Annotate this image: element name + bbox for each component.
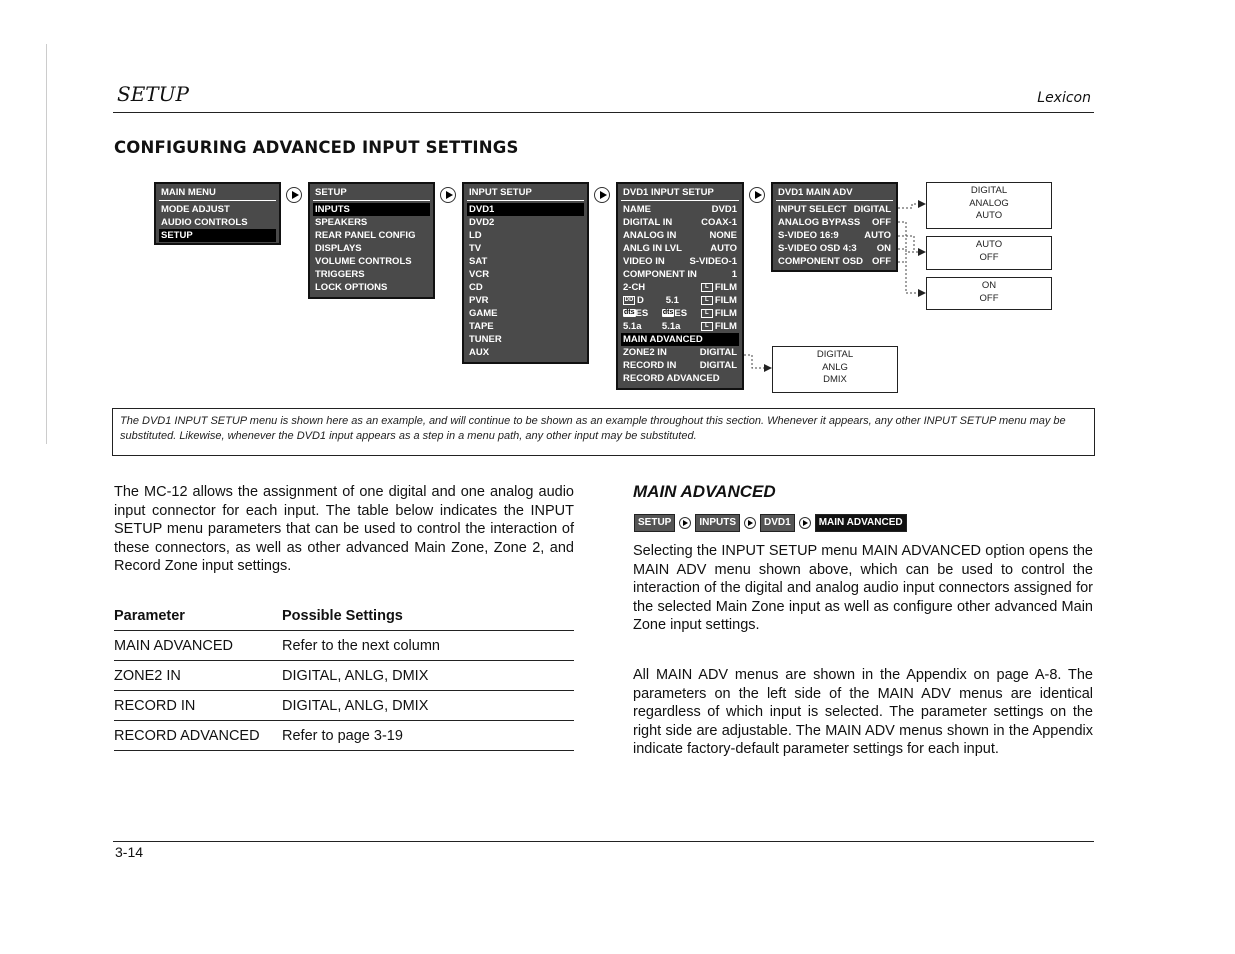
param-value: AUTO [864, 230, 891, 241]
menu-item-setup[interactable]: SETUP [159, 229, 276, 242]
param-dolby-digital-mode[interactable] [621, 294, 739, 307]
dolby-digital-logo-icon: DD [624, 296, 634, 303]
menu-item-cd[interactable]: CD [469, 282, 483, 293]
param-zone2-in[interactable] [621, 346, 739, 359]
param-value: FILM [714, 308, 737, 319]
param-label: 5.1a [623, 321, 642, 332]
menu-item-vcr[interactable]: VCR [469, 269, 490, 280]
param-2ch-mode[interactable] [621, 281, 739, 294]
param-name[interactable] [621, 203, 739, 216]
param-label: MAIN ADVANCED [623, 334, 703, 345]
options-svideo [926, 236, 1052, 270]
param-label: VIDEO IN [623, 256, 665, 267]
header-divider [113, 112, 1094, 113]
param-value: COAX-1 [701, 217, 737, 228]
menu-item-tuner[interactable]: TUNER [469, 334, 502, 345]
param-label: ES [635, 308, 649, 319]
param-svideo-osd-43[interactable] [776, 242, 893, 255]
param-input-select[interactable] [776, 203, 893, 216]
option-value: DIGITAL [970, 185, 1008, 196]
menu-item-aux[interactable]: AUX [469, 347, 490, 358]
menu-title: SETUP [313, 186, 430, 201]
param-component-osd[interactable] [776, 255, 893, 268]
arrow-right-icon [749, 187, 765, 203]
param-value: 1 [731, 269, 737, 280]
param-record-in[interactable] [621, 359, 739, 372]
input-setup-menu-panel [462, 182, 589, 364]
options-osd [926, 277, 1052, 310]
param-digital-in[interactable] [621, 216, 739, 229]
menu-title: INPUT SETUP [467, 186, 584, 201]
path-step-dvd1: DVD1 [760, 514, 795, 532]
options-zone2-record [772, 346, 898, 393]
option-value: ANALOG [969, 197, 1009, 209]
dts-logo-icon: dts [624, 309, 635, 317]
param-anlg-in-lvl[interactable] [621, 242, 739, 255]
param-mid: 5.1a [661, 321, 681, 332]
table-cell: RECORD IN [114, 691, 282, 721]
param-label: S-VIDEO OSD 4:3 [778, 243, 857, 254]
table-cell: MAIN ADVANCED [114, 631, 282, 661]
margin-rule [46, 44, 47, 444]
param-mid: ES [674, 308, 688, 319]
menu-item-pvr[interactable]: PVR [469, 295, 489, 306]
param-label: ZONE2 IN [623, 347, 667, 358]
table-row [114, 661, 574, 691]
main-advanced-paragraph-2: All MAIN ADV menus are shown in the Appendix on page A-8. The parameters on the left side of the MAIN ADV menus are identical regardless of which input is selected. The parameter settings on the right side are adjustable. The MAIN ADV menus shown in the Appendix indicate factory-default parameter settings for each input. [633, 667, 1093, 758]
param-label: RECORD ADVANCED [623, 373, 720, 384]
menu-item-dvd1[interactable]: DVD1 [467, 203, 584, 216]
menu-item-inputs[interactable]: INPUTS [313, 203, 430, 216]
menu-item-ld[interactable]: LD [469, 230, 482, 241]
param-label: S-VIDEO 16:9 [778, 230, 839, 241]
param-dts-es-mode[interactable] [621, 307, 739, 320]
table-row [114, 721, 574, 751]
menu-item-lock-options[interactable]: LOCK OPTIONS [315, 282, 388, 293]
param-label: ANALOG BYPASS [778, 217, 861, 228]
menu-item-game[interactable]: GAME [469, 308, 498, 319]
menu-item-volume-controls[interactable]: VOLUME CONTROLS [315, 256, 412, 267]
param-analog-bypass[interactable] [776, 216, 893, 229]
param-value: DIGITAL [699, 360, 737, 371]
param-record-advanced[interactable] [621, 372, 739, 385]
arrow-right-icon [679, 517, 691, 529]
param-label: NAME [623, 204, 651, 215]
table-cell: Refer to page 3-19 [282, 721, 574, 751]
param-label: COMPONENT OSD [778, 256, 863, 267]
arrow-right-icon [440, 187, 456, 203]
param-video-in[interactable] [621, 255, 739, 268]
menu-item-sat[interactable]: SAT [469, 256, 488, 267]
menu-item-tv[interactable]: TV [469, 243, 482, 254]
table-row [114, 691, 574, 721]
menu-item-displays[interactable]: DISPLAYS [315, 243, 362, 254]
table-cell: ZONE2 IN [114, 661, 282, 691]
page-header-title: SETUP [117, 82, 189, 106]
option-value: ON [981, 280, 997, 291]
menu-item-rear-panel-config[interactable]: REAR PANEL CONFIG [315, 230, 416, 241]
menu-item-audio-controls[interactable]: AUDIO CONTROLS [161, 217, 248, 228]
main-advanced-paragraph-1: Selecting the INPUT SETUP menu MAIN ADVANCED option opens the MAIN ADV menu shown above, which can be used to control the interaction of the digital and analog audio input connectors assigned for the selected Main Zone input as well as configure other advanced Main Zone input settings. [633, 543, 1093, 634]
param-value: S-VIDEO-1 [689, 256, 737, 267]
dts-logo-icon: dts [662, 309, 674, 317]
param-value: NONE [709, 230, 737, 241]
param-mid: 5.1 [665, 295, 679, 306]
param-value: OFF [872, 217, 891, 228]
param-value: FILM [714, 282, 737, 293]
menu-title: DVD1 INPUT SETUP [621, 186, 739, 201]
page-number: 3-14 [115, 844, 144, 860]
arrow-right-icon [594, 187, 610, 203]
option-value: DMIX [823, 374, 847, 385]
option-value: DIGITAL [816, 349, 854, 360]
table-row [114, 631, 574, 661]
param-label: COMPONENT IN [623, 269, 697, 280]
param-label: ANLG IN LVL [623, 243, 682, 254]
lexicon-logo-icon: L [701, 283, 713, 292]
table-cell: Refer to the next column [282, 631, 574, 661]
param-svideo-169[interactable] [776, 229, 893, 242]
options-input-select [926, 182, 1052, 229]
footer-divider [113, 841, 1094, 842]
page-header-brand: Lexicon [1037, 90, 1091, 106]
table-cell: RECORD ADVANCED [114, 721, 282, 751]
param-label: DIGITAL IN [623, 217, 673, 228]
intro-paragraph: The MC-12 allows the assignment of one digital and one analog audio input connector for each input. The table below indicates the INPUT SETUP menu parameters that can be used to control the interaction of these connectors, as well as other advanced Main Zone, Zone 2, and Record Zone input settings. [114, 484, 574, 575]
menu-item-mode-adjust[interactable]: MODE ADJUST [161, 204, 230, 215]
option-value: OFF [979, 292, 999, 304]
setup-menu-panel [308, 182, 435, 299]
dvd1-main-adv-panel [771, 182, 898, 272]
param-51a-mode[interactable] [621, 320, 739, 333]
section-title: CONFIGURING ADVANCED INPUT SETTINGS [114, 138, 519, 157]
lexicon-logo-icon: L [701, 322, 713, 331]
path-step-inputs: INPUTS [695, 514, 740, 532]
param-main-advanced[interactable] [621, 333, 739, 346]
example-note: The DVD1 INPUT SETUP menu is shown here as an example, and will continue to be shown as an example throughout this section. Whenever it appears, any other INPUT SETUP menu may be substituted. Likewise, whenever the DVD1 input appears as a step in a menu path, any other input may be substituted. [112, 408, 1095, 456]
param-value: AUTO [710, 243, 737, 254]
arrow-right-icon [744, 517, 756, 529]
option-value: AUTO [975, 239, 1003, 250]
menu-path [634, 514, 907, 532]
menu-title: DVD1 MAIN ADV [776, 186, 893, 201]
param-value: DIGITAL [853, 204, 891, 215]
param-value: DIGITAL [699, 347, 737, 358]
arrow-right-icon [286, 187, 302, 203]
param-value: FILM [714, 321, 737, 332]
table-cell: DIGITAL, ANLG, DMIX [282, 661, 574, 691]
param-label: D [637, 295, 644, 306]
param-label: 2-CH [623, 282, 646, 293]
path-step-setup: SETUP [634, 514, 675, 532]
option-value: AUTO [975, 210, 1003, 221]
column-header: Possible Settings [282, 602, 574, 631]
table-cell: DIGITAL, ANLG, DMIX [282, 691, 574, 721]
param-label: INPUT SELECT [778, 204, 847, 215]
option-value: OFF [979, 251, 999, 263]
param-analog-in[interactable] [621, 229, 739, 242]
menu-item-triggers[interactable]: TRIGGERS [315, 269, 365, 280]
menu-item-tape[interactable]: TAPE [469, 321, 494, 332]
column-header: Parameter [114, 602, 282, 631]
menu-item-speakers[interactable]: SPEAKERS [315, 217, 368, 228]
dvd1-input-setup-panel [616, 182, 744, 390]
param-label: RECORD IN [623, 360, 677, 371]
main-menu-panel [154, 182, 281, 245]
param-component-in[interactable] [621, 268, 739, 281]
lexicon-logo-icon: L [701, 296, 713, 305]
parameter-table [114, 602, 574, 751]
table-header-row [114, 602, 574, 631]
path-step-main-advanced: MAIN ADVANCED [815, 514, 907, 532]
param-label: ANALOG IN [623, 230, 677, 241]
param-value: ON [876, 243, 891, 254]
param-value: DVD1 [711, 204, 737, 215]
param-value: OFF [872, 256, 891, 267]
lexicon-logo-icon: L [701, 309, 713, 318]
menu-title: MAIN MENU [159, 186, 276, 201]
option-value: ANLG [822, 361, 848, 373]
arrow-right-icon [799, 517, 811, 529]
main-advanced-heading: MAIN ADVANCED [633, 482, 776, 501]
param-value: FILM [714, 295, 737, 306]
menu-item-dvd2[interactable]: DVD2 [469, 217, 495, 228]
